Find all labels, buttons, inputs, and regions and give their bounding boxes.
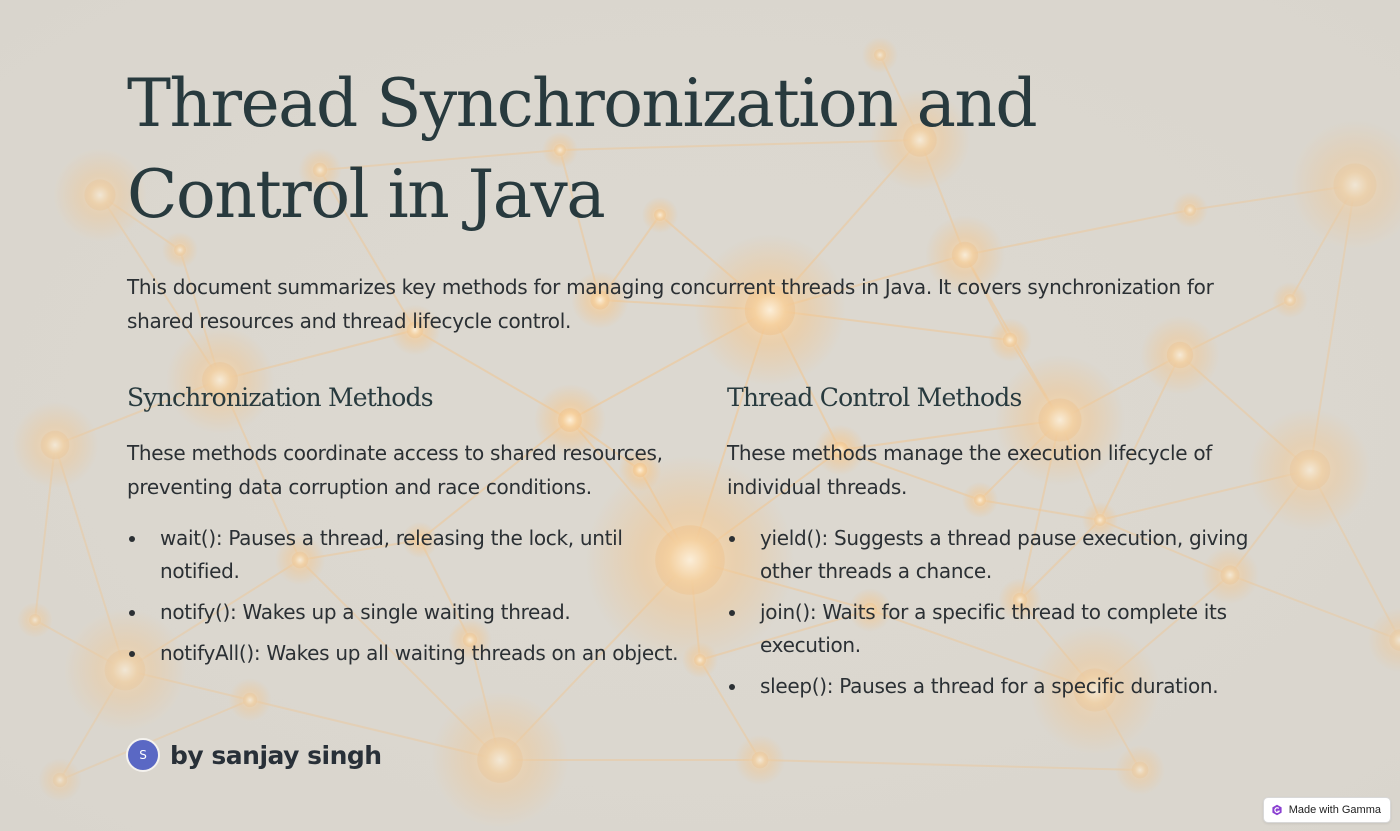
method-list [127,522,687,670]
list-item: wait(): Pauses a thread, releasing the lock, until notified. [127,522,687,588]
bullet-icon [129,651,135,657]
section-description: These methods manage the execution lifecycle of individual threads. [727,441,1213,499]
author-name: by sanjay singh [170,740,382,770]
page-title [127,58,1127,240]
bullet-icon [129,610,135,616]
synchronization-methods-section [127,380,687,678]
author-byline [126,738,382,772]
title-line-2: Control in Java [127,156,605,233]
title-line-1: Thread Synchronization and [127,65,1037,142]
bullet-icon [729,536,735,542]
avatar: S [126,738,160,772]
bullet-icon [729,684,735,690]
badge-label: Made with Gamma [1288,804,1381,816]
bullet-icon [729,610,735,616]
intro-paragraph: This document summarizes key methods for managing concurrent threads in Java. It covers synchronization for shared resources and thread lifecycle control. [127,275,1214,333]
list-item: notifyAll(): Wakes up all waiting threads on an object. [127,637,687,670]
gamma-logo-icon [1271,804,1283,816]
thread-control-methods-section [727,380,1287,711]
bullet-icon [129,536,135,542]
list-item: yield(): Suggests a thread pause execution, giving other threads a chance. [727,522,1287,588]
method-list [727,522,1287,703]
section-heading: Synchronization Methods [127,383,433,412]
made-with-gamma-badge[interactable] [1263,797,1391,823]
section-description: These methods coordinate access to shared resources, preventing data corruption and race conditions. [127,441,663,499]
section-heading: Thread Control Methods [727,383,1022,412]
list-item: notify(): Wakes up a single waiting thread. [127,596,687,629]
list-item: join(): Waits for a specific thread to complete its execution. [727,596,1287,662]
list-item: sleep(): Pauses a thread for a specific duration. [727,670,1287,703]
